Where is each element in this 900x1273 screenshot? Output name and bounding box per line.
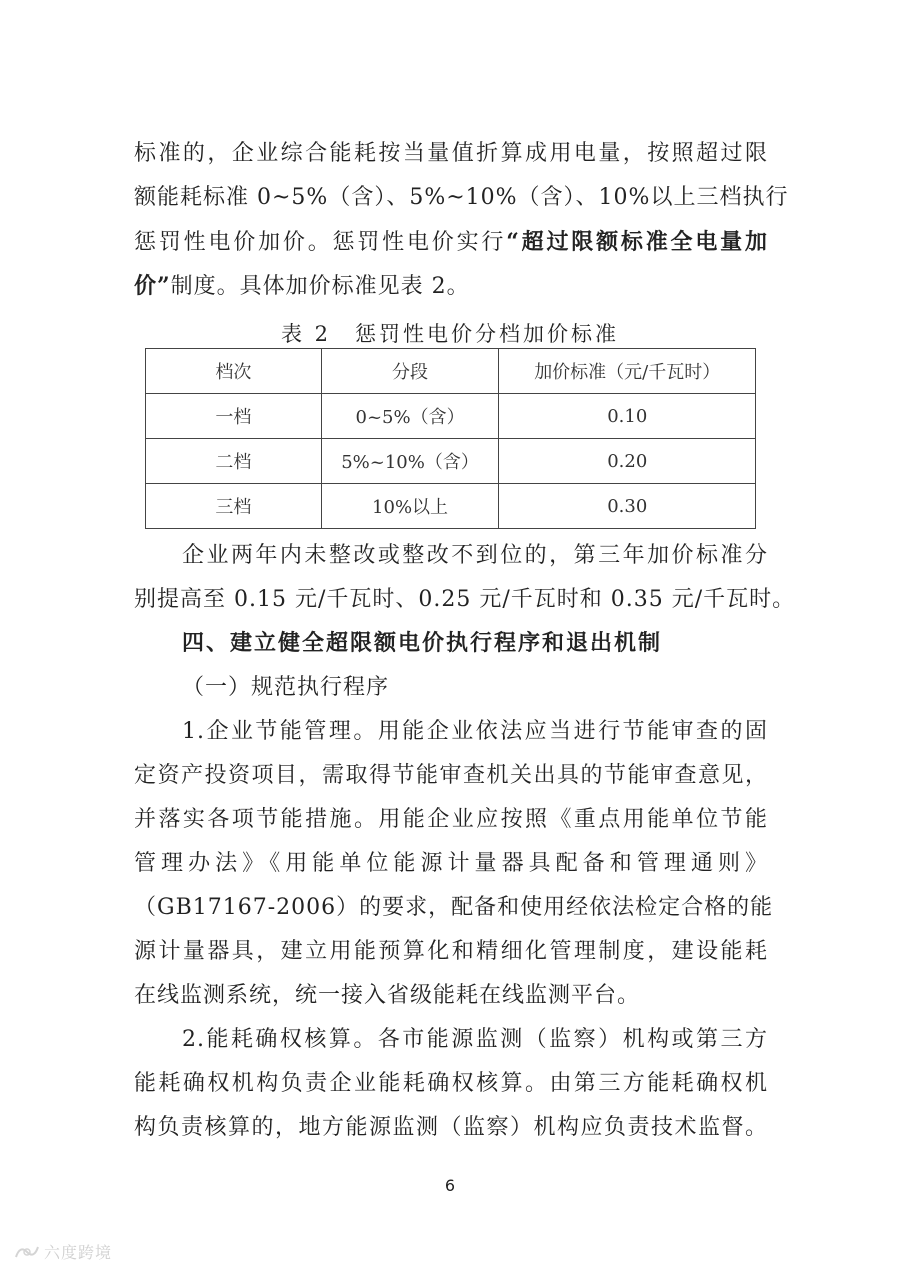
text-line: 能耗确权机构负责企业能耗确权核算。由第三方能耗确权机 [134, 1071, 768, 1096]
section-heading: 四、建立健全超限额电价执行程序和退出机制 [182, 631, 663, 656]
text-line: 标准的，企业综合能耗按当量值折算成用电量，按照超过限 [134, 141, 768, 166]
text-line [134, 264, 768, 308]
table-cell: 一档 [146, 394, 322, 439]
text-line [134, 220, 768, 264]
text-run: 惩罚性电价加价。惩罚性电价实行 [134, 230, 507, 255]
paragraph-energy-accounting [134, 1018, 768, 1150]
text-line: （GB17167-2006）的要求，配备和使用经依法检定合格的能 [134, 895, 774, 920]
table-cell: 5%~10%（含） [321, 439, 499, 484]
column-header-range: 分段 [321, 349, 499, 394]
table-cell: 二档 [146, 439, 322, 484]
table-header-row [146, 349, 756, 394]
table-cell: 三档 [146, 484, 322, 529]
paragraph-rectification [134, 534, 796, 622]
penalty-price-table [145, 348, 756, 529]
column-header-level: 档次 [146, 349, 322, 394]
table-cell: 0.10 [499, 394, 756, 439]
column-header-surcharge: 加价标准（元/千瓦时） [499, 349, 756, 394]
watermark-logo-icon [14, 1243, 40, 1261]
text-line: 1.企业节能管理。用能企业依法应当进行节能审查的固 [182, 719, 768, 744]
text-line: 2.能耗确权核算。各市能源监测（监察）机构或第三方 [182, 1027, 768, 1052]
table-row [146, 439, 756, 484]
text-line: 源计量器具，建立用能预算化和精细化管理制度，建设能耗 [134, 939, 768, 964]
table-row [146, 484, 756, 529]
text-line: 并落实各项节能措施。用能企业应按照《重点用能单位节能 [134, 807, 768, 832]
text-line: 别提高至 0.15 元/千瓦时、0.25 元/千瓦时和 0.35 元/千瓦时。 [134, 587, 796, 612]
paragraph-energy-management [134, 710, 774, 1018]
text-line: 构负责核算的，地方能源监测（监察）机构应负责技术监督。 [134, 1115, 768, 1140]
subsection-heading-block [134, 666, 768, 710]
text-line: 管理办法》《用能单位能源计量器具配备和管理通则》 [134, 851, 768, 876]
bold-text-run: “超过限额标准全电量加 [506, 229, 768, 255]
section-heading-block [134, 622, 768, 666]
text-line: 额能耗标准 0~5%（含）、5%~10%（含）、10%以上三档执行 [134, 185, 789, 210]
watermark [14, 1240, 112, 1263]
subsection-heading: （一）规范执行程序 [182, 675, 390, 700]
table-caption: 表 2 惩罚性电价分档加价标准 [280, 322, 620, 346]
text-run: 制度。具体加价标准见表 2。 [170, 274, 470, 299]
table-cell: 0.20 [499, 439, 756, 484]
table-cell: 0~5%（含） [321, 394, 499, 439]
text-line: 定资产投资项目，需取得节能审查机关出具的节能审查意见， [134, 763, 768, 788]
text-line: 在线监测系统，统一接入省级能耗在线监测平台。 [134, 983, 641, 1008]
table-cell: 10%以上 [321, 484, 499, 529]
watermark-text: 六度跨境 [44, 1243, 113, 1262]
table-row [146, 394, 756, 439]
page-number: 6 [444, 1176, 456, 1195]
text-line: 企业两年内未整改或整改不到位的，第三年加价标准分 [182, 543, 768, 568]
paragraph-penalty-pricing [134, 132, 789, 308]
table-cell: 0.30 [499, 484, 756, 529]
bold-text-run: 价” [134, 273, 171, 299]
